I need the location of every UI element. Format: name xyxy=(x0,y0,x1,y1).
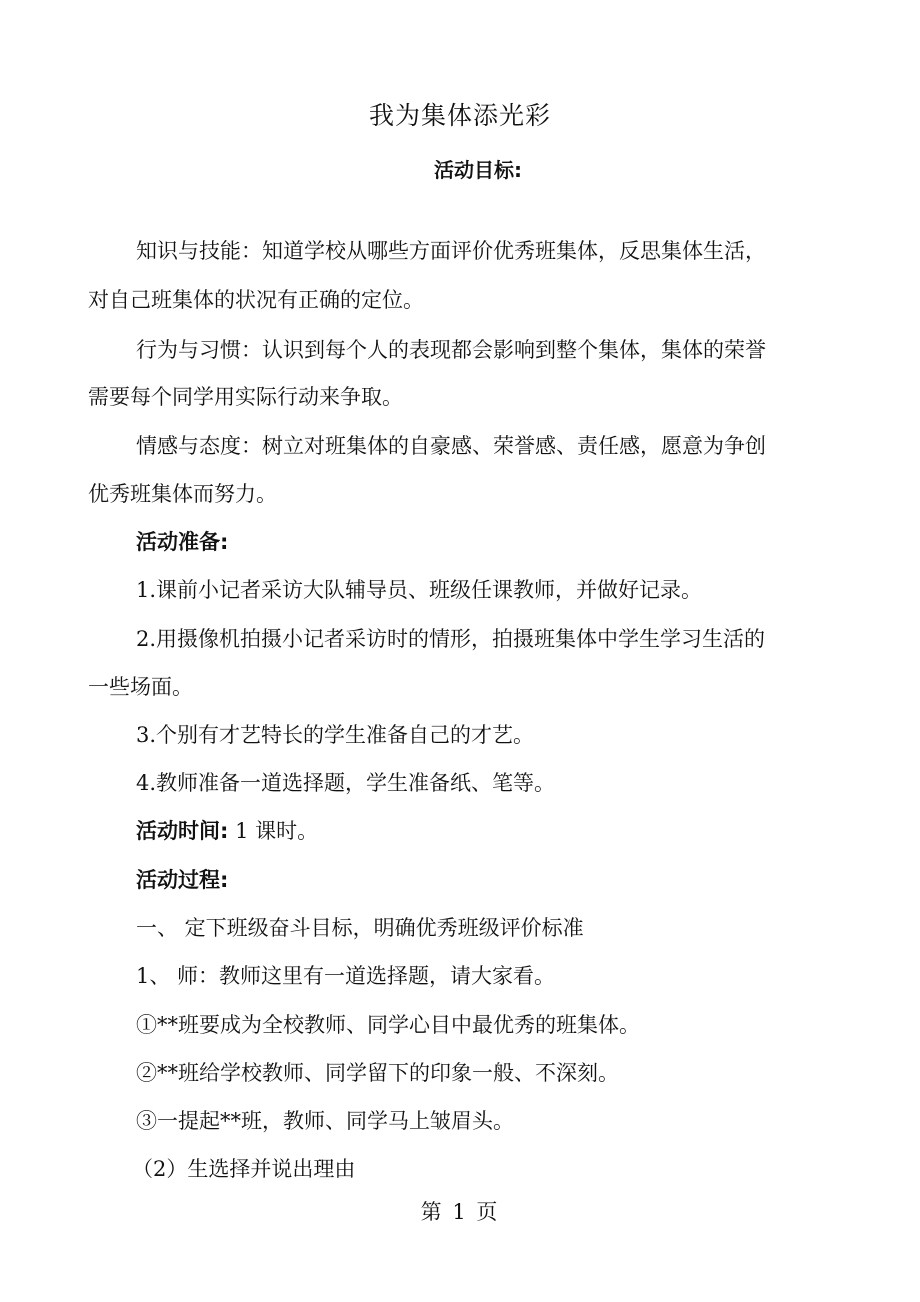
process-option-3: ③一提起**班，教师、同学马上皱眉头。 xyxy=(136,1109,514,1133)
activity-time-value: 1 课时。 xyxy=(228,819,319,843)
process-section-1: 一、 定下班级奋斗目标，明确优秀班级评价标准 xyxy=(136,916,584,940)
process-option-2: ②**班给学校教师、同学留下的印象一般、不深刻。 xyxy=(136,1061,619,1085)
process-heading: 活动过程: xyxy=(136,868,229,892)
process-step-2: （2）生选择并说出理由 xyxy=(132,1157,356,1181)
goal-knowledge-line2: 对自己班集体的状况有正确的定位。 xyxy=(88,288,424,312)
preparation-item-1: 1.课前小记者采访大队辅导员、班级任课教师，并做好记录。 xyxy=(136,578,703,602)
preparation-heading: 活动准备: xyxy=(136,530,229,554)
goal-behavior-line1: 行为与习惯：认识到每个人的表现都会影响到整个集体，集体的荣誉 xyxy=(136,338,766,362)
preparation-item-4: 4.教师准备一道选择题，学生准备纸、笔等。 xyxy=(136,771,556,795)
goal-knowledge-line1: 知识与技能：知道学校从哪些方面评价优秀班集体，反思集体生活， xyxy=(136,239,766,263)
process-step-1: 1、 师：教师这里有一道选择题，请大家看。 xyxy=(136,964,556,988)
preparation-item-2-line1: 2.用摄像机拍摄小记者采访时的情形，拍摄班集体中学生学习生活的 xyxy=(136,627,766,651)
activity-time-line xyxy=(136,816,318,846)
document-title: 我为集体添光彩 xyxy=(368,101,551,130)
goal-emotion-line1: 情感与态度：树立对班集体的自豪感、荣誉感、责任感，愿意为争创 xyxy=(136,434,766,458)
goal-emotion-line2: 优秀班集体而努力。 xyxy=(88,482,277,506)
preparation-item-2-line2: 一些场面。 xyxy=(88,675,193,699)
preparation-item-3: 3.个别有才艺特长的学生准备自己的才艺。 xyxy=(136,723,535,747)
process-option-1: ①**班要成为全校教师、同学心目中最优秀的班集体。 xyxy=(136,1013,640,1037)
page-number-footer: 第 1 页 xyxy=(420,1200,500,1224)
activity-goals-heading: 活动目标: xyxy=(434,158,522,182)
activity-time-label: 活动时间: xyxy=(136,819,229,843)
goal-behavior-line2: 需要每个同学用实际行动来争取。 xyxy=(88,385,403,409)
